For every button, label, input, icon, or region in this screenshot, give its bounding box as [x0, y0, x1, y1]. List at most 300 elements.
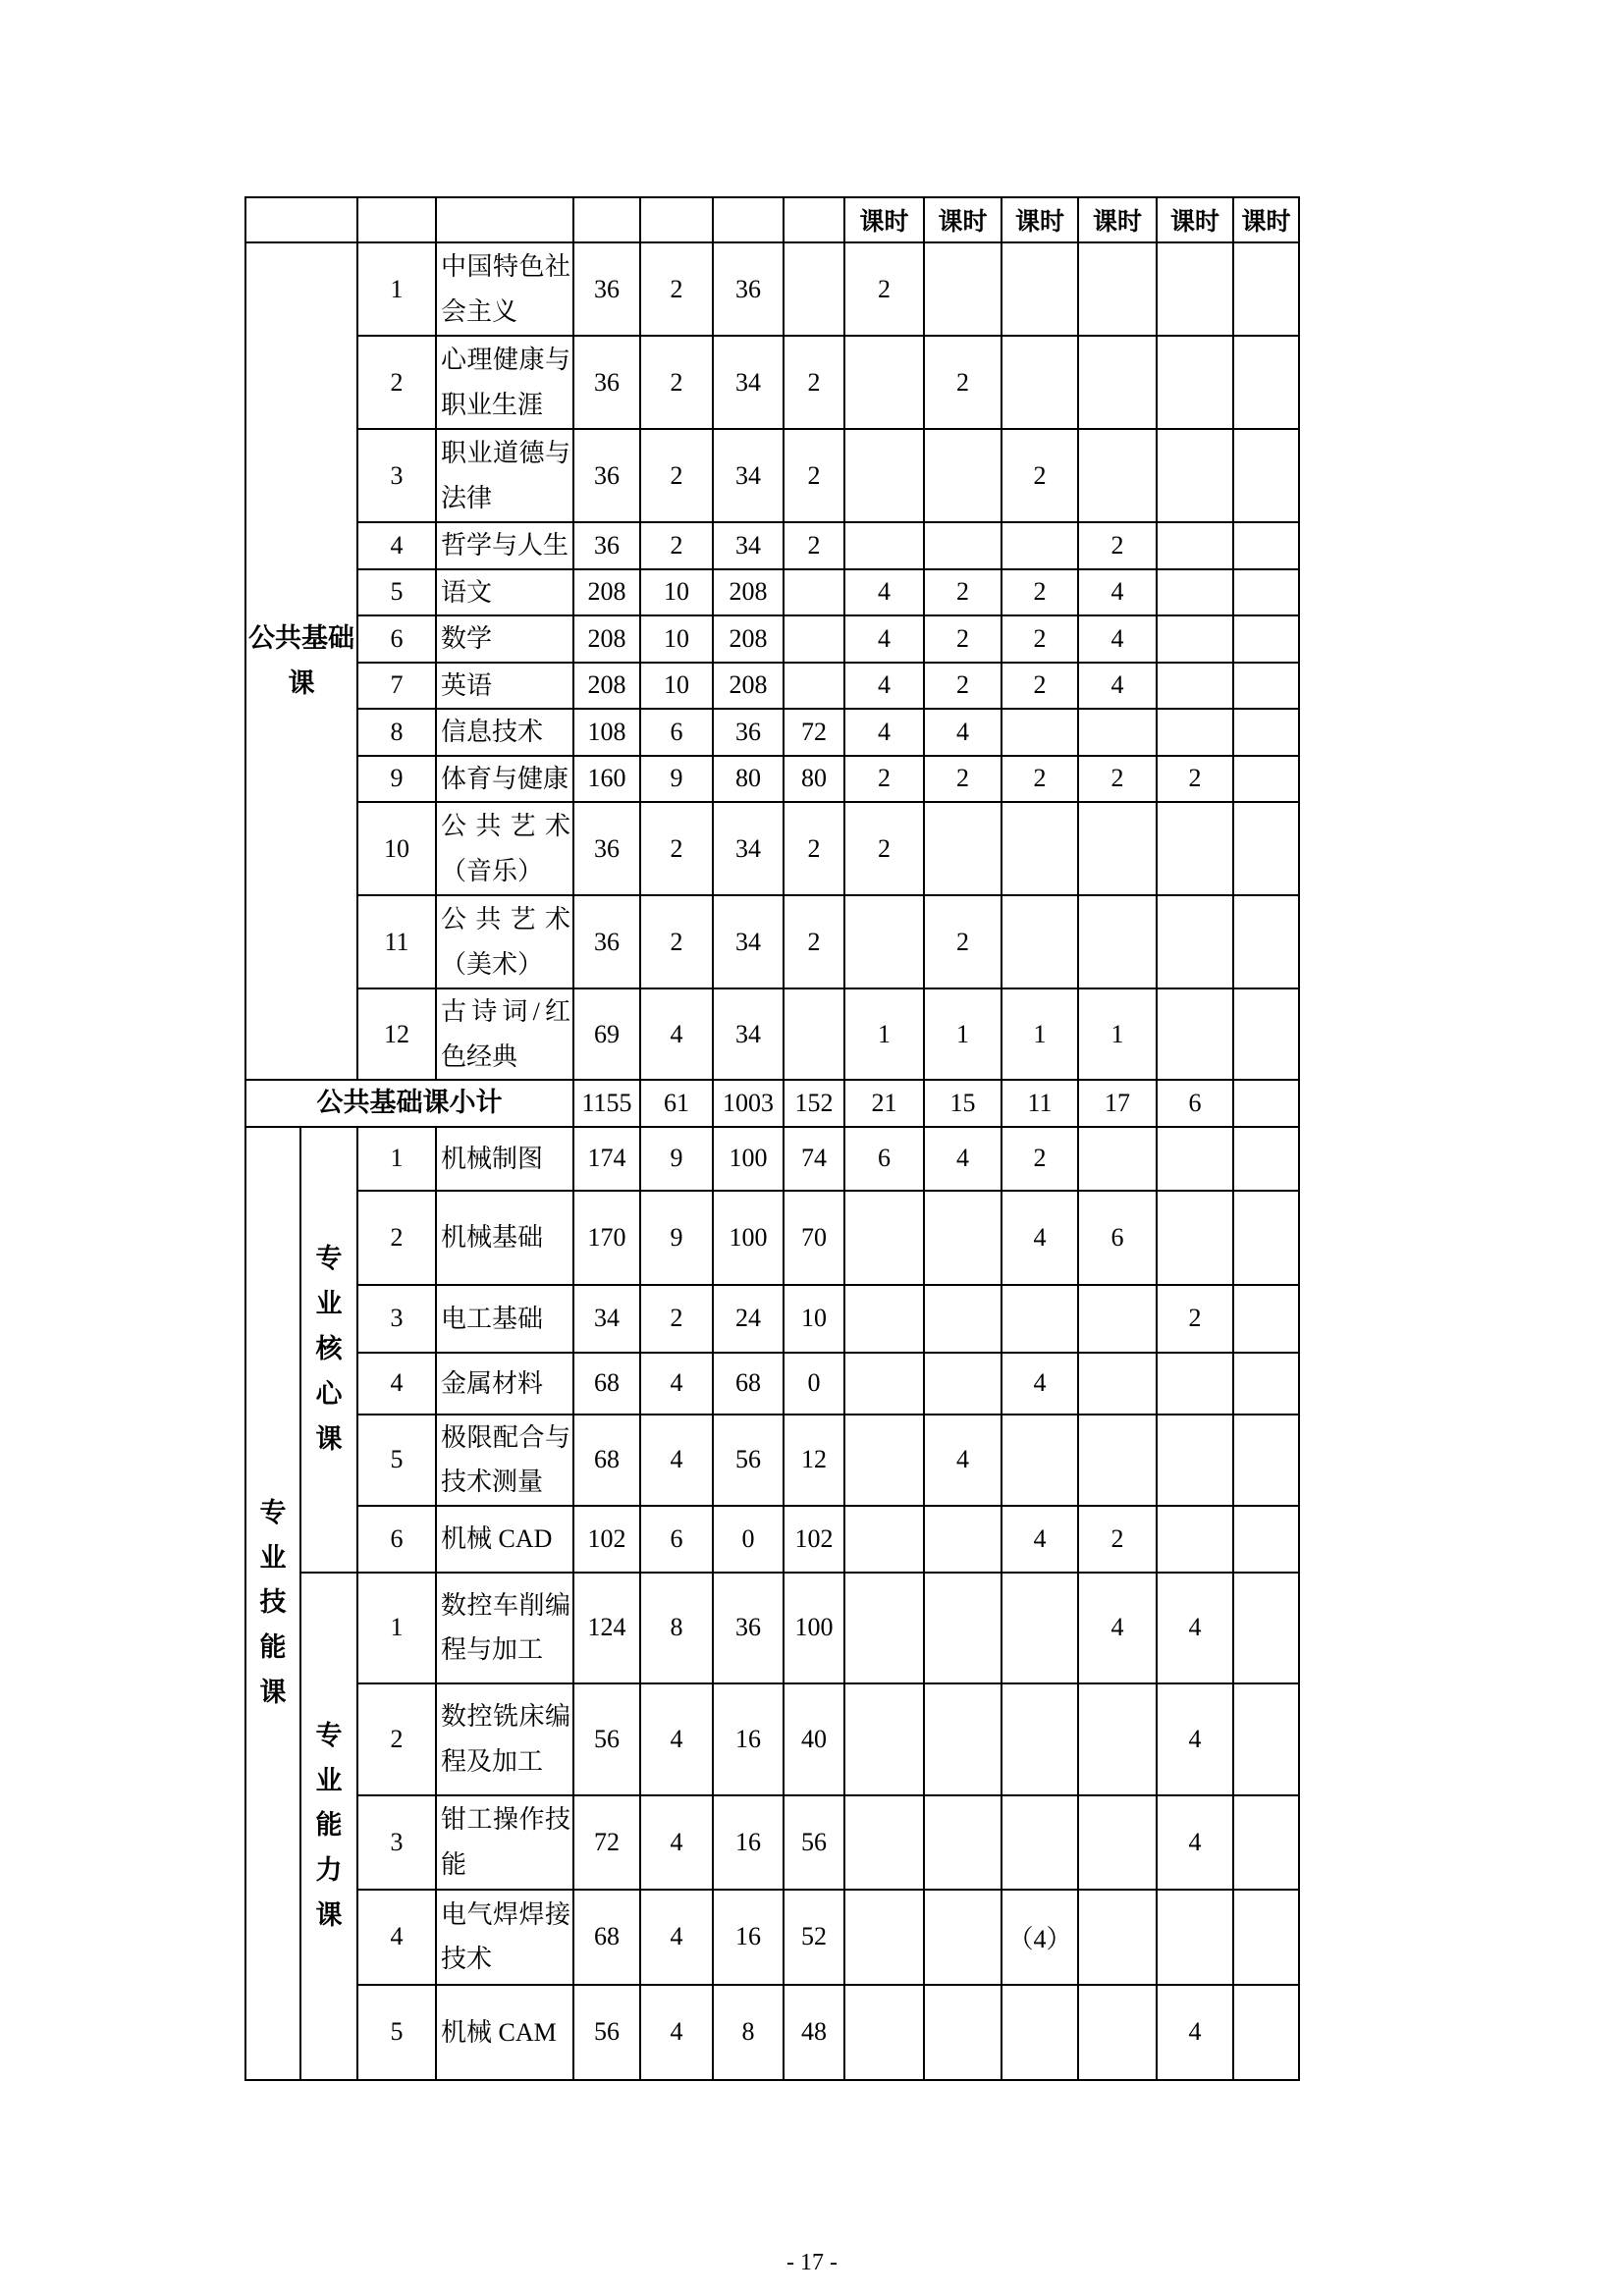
course-no-cell: 1 — [357, 242, 436, 336]
semester-hour-cell — [1157, 709, 1233, 756]
subcategory-cell: 专业核心课 — [300, 1127, 357, 1573]
semester-hour-cell: 4 — [1001, 1191, 1078, 1285]
total-hours-cell: 34 — [573, 1285, 640, 1353]
practice-hours-cell: 2 — [784, 802, 844, 895]
semester-hour-cell: 6 — [1078, 1191, 1157, 1285]
semester-hour-cell — [1233, 1353, 1299, 1415]
semester-hour-cell — [1233, 1573, 1299, 1683]
semester-hour-cell — [844, 1683, 924, 1795]
total-hours-cell: 160 — [573, 756, 640, 803]
semester-hour-cell — [1233, 756, 1299, 803]
credits-cell: 2 — [640, 429, 713, 522]
semester-hour-cell: 2 — [1001, 663, 1078, 710]
practice-hours-cell: 40 — [784, 1683, 844, 1795]
theory-hours-cell: 16 — [713, 1683, 784, 1795]
semester-hour-cell — [1233, 802, 1299, 895]
credits-cell: 10 — [640, 663, 713, 710]
theory-hours-cell: 34 — [713, 988, 784, 1080]
semester-hour-cell — [1078, 1683, 1157, 1795]
hour-header-cell: 课时 — [1157, 197, 1233, 242]
total-hours-cell: 102 — [573, 1506, 640, 1573]
semester-hour-cell — [924, 1683, 1001, 1795]
credits-cell: 9 — [640, 1127, 713, 1191]
semester-hour-cell — [844, 522, 924, 569]
theory-hours-cell: 24 — [713, 1285, 784, 1353]
curriculum-table-container — [244, 196, 1300, 2081]
semester-hour-cell — [1001, 1683, 1078, 1795]
course-no-cell: 6 — [357, 1506, 436, 1573]
semester-hour-cell — [844, 1795, 924, 1890]
semester-hour-cell — [1001, 1573, 1078, 1683]
course-no-cell: 9 — [357, 756, 436, 803]
header-empty-cell — [357, 197, 436, 242]
curriculum-table — [244, 196, 1300, 2081]
credits-cell: 4 — [640, 988, 713, 1080]
subtotal-credits-cell: 61 — [640, 1080, 713, 1127]
category-cell: 专业技能课 — [245, 1127, 300, 2080]
semester-hour-cell — [1233, 1683, 1299, 1795]
semester-hour-cell: 2 — [924, 895, 1001, 988]
semester-hour-cell — [1233, 522, 1299, 569]
semester-hour-cell — [844, 1985, 924, 2080]
subtotal-theory-cell: 1003 — [713, 1080, 784, 1127]
course-name-cell: 机械制图 — [436, 1127, 573, 1191]
semester-hour-cell — [924, 1573, 1001, 1683]
semester-hour-cell — [1233, 336, 1299, 429]
hour-header-cell: 课时 — [844, 197, 924, 242]
header-empty-cell — [436, 197, 573, 242]
semester-hour-cell: 4 — [1078, 615, 1157, 663]
theory-hours-cell: 208 — [713, 663, 784, 710]
semester-hour-cell: 4 — [924, 1127, 1001, 1191]
semester-hour-cell — [844, 1285, 924, 1353]
total-hours-cell: 208 — [573, 663, 640, 710]
total-hours-cell: 56 — [573, 1683, 640, 1795]
semester-hour-cell — [1157, 429, 1233, 522]
total-hours-cell: 68 — [573, 1890, 640, 1985]
course-name-cell: 钳工操作技能 — [436, 1795, 573, 1890]
credits-cell: 2 — [640, 895, 713, 988]
header-empty-cell — [573, 197, 640, 242]
semester-hour-cell — [1157, 1415, 1233, 1506]
practice-hours-cell: 10 — [784, 1285, 844, 1353]
theory-hours-cell: 34 — [713, 802, 784, 895]
semester-hour-cell — [924, 242, 1001, 336]
course-no-cell: 5 — [357, 1415, 436, 1506]
practice-hours-cell: 2 — [784, 429, 844, 522]
credits-cell: 2 — [640, 242, 713, 336]
semester-hour-cell — [924, 802, 1001, 895]
course-no-cell: 5 — [357, 569, 436, 616]
course-name-cell: 数控车削编程与加工 — [436, 1573, 573, 1683]
semester-hour-cell — [924, 1985, 1001, 2080]
hour-header-cell: 课时 — [1078, 197, 1157, 242]
course-no-cell: 1 — [357, 1127, 436, 1191]
total-hours-cell: 108 — [573, 709, 640, 756]
semester-hour-cell: 2 — [924, 663, 1001, 710]
total-hours-cell: 68 — [573, 1353, 640, 1415]
semester-hour-cell — [844, 1506, 924, 1573]
theory-hours-cell: 68 — [713, 1353, 784, 1415]
semester-hour-cell — [924, 1353, 1001, 1415]
practice-hours-cell: 2 — [784, 522, 844, 569]
semester-hour-cell: 4 — [1157, 1795, 1233, 1890]
semester-hour-cell — [1233, 895, 1299, 988]
practice-hours-cell: 72 — [784, 709, 844, 756]
semester-hour-cell — [1233, 988, 1299, 1080]
semester-hour-cell — [924, 1890, 1001, 1985]
semester-hour-cell — [844, 1353, 924, 1415]
course-name-cell: 公共艺术（美术） — [436, 895, 573, 988]
practice-hours-cell: 0 — [784, 1353, 844, 1415]
theory-hours-cell: 36 — [713, 242, 784, 336]
credits-cell: 4 — [640, 1415, 713, 1506]
semester-hour-cell — [1001, 336, 1078, 429]
total-hours-cell: 208 — [573, 615, 640, 663]
semester-hour-cell: 2 — [1001, 429, 1078, 522]
semester-hour-cell — [1001, 709, 1078, 756]
credits-cell: 2 — [640, 522, 713, 569]
theory-hours-cell: 34 — [713, 429, 784, 522]
credits-cell: 10 — [640, 569, 713, 616]
theory-hours-cell: 8 — [713, 1985, 784, 2080]
semester-hour-cell — [1078, 1795, 1157, 1890]
semester-hour-cell — [1157, 895, 1233, 988]
page-number: - 17 - — [786, 2250, 838, 2275]
semester-hour-cell — [924, 1795, 1001, 1890]
total-hours-cell: 56 — [573, 1985, 640, 2080]
practice-hours-cell: 2 — [784, 895, 844, 988]
course-name-cell: 语文 — [436, 569, 573, 616]
semester-hour-cell — [1157, 615, 1233, 663]
practice-hours-cell — [784, 663, 844, 710]
credits-cell: 9 — [640, 756, 713, 803]
total-hours-cell: 170 — [573, 1191, 640, 1285]
semester-hour-cell: 2 — [844, 242, 924, 336]
course-name-cell: 数学 — [436, 615, 573, 663]
course-no-cell: 3 — [357, 1795, 436, 1890]
semester-hour-cell: 4 — [1078, 663, 1157, 710]
course-no-cell: 3 — [357, 1285, 436, 1353]
course-no-cell: 2 — [357, 336, 436, 429]
semester-hour-cell — [1001, 522, 1078, 569]
practice-hours-cell: 74 — [784, 1127, 844, 1191]
semester-hour-cell: 1 — [844, 988, 924, 1080]
credits-cell: 6 — [640, 1506, 713, 1573]
practice-hours-cell: 56 — [784, 1795, 844, 1890]
semester-hour-cell: 4 — [1078, 1573, 1157, 1683]
course-no-cell: 2 — [357, 1683, 436, 1795]
semester-hour-cell: 2 — [1157, 756, 1233, 803]
semester-hour-cell — [924, 1191, 1001, 1285]
semester-hour-cell — [1233, 429, 1299, 522]
semester-hour-cell — [1233, 1191, 1299, 1285]
semester-hour-cell: 2 — [844, 756, 924, 803]
semester-hour-cell — [1233, 1506, 1299, 1573]
semester-hour-cell — [1078, 242, 1157, 336]
course-no-cell: 11 — [357, 895, 436, 988]
semester-hour-cell — [1078, 1415, 1157, 1506]
semester-hour-cell: 4 — [844, 615, 924, 663]
subtotal-semester-hour-cell: 15 — [924, 1080, 1001, 1127]
course-name-cell: 哲学与人生 — [436, 522, 573, 569]
practice-hours-cell: 12 — [784, 1415, 844, 1506]
semester-hour-cell — [1001, 802, 1078, 895]
semester-hour-cell: 6 — [844, 1127, 924, 1191]
semester-hour-cell: 4 — [924, 1415, 1001, 1506]
semester-hour-cell — [1157, 1353, 1233, 1415]
credits-cell: 2 — [640, 802, 713, 895]
semester-hour-cell: 2 — [844, 802, 924, 895]
total-hours-cell: 68 — [573, 1415, 640, 1506]
semester-hour-cell — [844, 1573, 924, 1683]
course-no-cell: 4 — [357, 1353, 436, 1415]
subtotal-semester-hour-cell — [1233, 1080, 1299, 1127]
theory-hours-cell: 16 — [713, 1890, 784, 1985]
hour-header-cell: 课时 — [1233, 197, 1299, 242]
semester-hour-cell: 2 — [924, 569, 1001, 616]
theory-hours-cell: 36 — [713, 1573, 784, 1683]
theory-hours-cell: 80 — [713, 756, 784, 803]
semester-hour-cell — [844, 1191, 924, 1285]
course-name-cell: 极限配合与技术测量 — [436, 1415, 573, 1506]
course-name-cell: 机械 CAD — [436, 1506, 573, 1573]
semester-hour-cell — [1157, 1127, 1233, 1191]
semester-hour-cell — [1157, 1506, 1233, 1573]
theory-hours-cell: 100 — [713, 1127, 784, 1191]
theory-hours-cell: 208 — [713, 615, 784, 663]
credits-cell: 4 — [640, 1985, 713, 2080]
semester-hour-cell — [1078, 336, 1157, 429]
total-hours-cell: 69 — [573, 988, 640, 1080]
course-name-cell: 心理健康与职业生涯 — [436, 336, 573, 429]
header-empty-cell — [784, 197, 844, 242]
semester-hour-cell — [1233, 709, 1299, 756]
semester-hour-cell: 2 — [1001, 615, 1078, 663]
semester-hour-cell: 4 — [1001, 1506, 1078, 1573]
theory-hours-cell: 16 — [713, 1795, 784, 1890]
practice-hours-cell — [784, 242, 844, 336]
semester-hour-cell: 4 — [1078, 569, 1157, 616]
practice-hours-cell: 52 — [784, 1890, 844, 1985]
semester-hour-cell — [1157, 569, 1233, 616]
course-no-cell: 7 — [357, 663, 436, 710]
course-no-cell: 4 — [357, 1890, 436, 1985]
total-hours-cell: 72 — [573, 1795, 640, 1890]
total-hours-cell: 36 — [573, 242, 640, 336]
total-hours-cell: 174 — [573, 1127, 640, 1191]
semester-hour-cell — [1157, 336, 1233, 429]
semester-hour-cell — [1157, 663, 1233, 710]
header-empty-cell — [245, 197, 357, 242]
semester-hour-cell: 2 — [1078, 1506, 1157, 1573]
total-hours-cell: 36 — [573, 522, 640, 569]
subtotal-semester-hour-cell: 21 — [844, 1080, 924, 1127]
course-name-cell: 数控铣床编程及加工 — [436, 1683, 573, 1795]
semester-hour-cell — [844, 336, 924, 429]
credits-cell: 9 — [640, 1191, 713, 1285]
course-name-cell: 金属材料 — [436, 1353, 573, 1415]
theory-hours-cell: 0 — [713, 1506, 784, 1573]
credits-cell: 2 — [640, 336, 713, 429]
course-no-cell: 1 — [357, 1573, 436, 1683]
semester-hour-cell: 4 — [1157, 1573, 1233, 1683]
credits-cell: 4 — [640, 1795, 713, 1890]
semester-hour-cell — [924, 1285, 1001, 1353]
theory-hours-cell: 100 — [713, 1191, 784, 1285]
semester-hour-cell: 1 — [1001, 988, 1078, 1080]
course-name-cell: 中国特色社会主义 — [436, 242, 573, 336]
semester-hour-cell: 2 — [1157, 1285, 1233, 1353]
semester-hour-cell — [1233, 1890, 1299, 1985]
semester-hour-cell: 2 — [1078, 756, 1157, 803]
credits-cell: 4 — [640, 1890, 713, 1985]
semester-hour-cell: （4） — [1001, 1890, 1078, 1985]
semester-hour-cell — [1157, 522, 1233, 569]
semester-hour-cell — [1001, 895, 1078, 988]
semester-hour-cell — [1233, 615, 1299, 663]
course-name-cell: 机械基础 — [436, 1191, 573, 1285]
semester-hour-cell — [1157, 1890, 1233, 1985]
semester-hour-cell: 2 — [1078, 522, 1157, 569]
credits-cell: 8 — [640, 1573, 713, 1683]
semester-hour-cell: 4 — [844, 709, 924, 756]
practice-hours-cell: 100 — [784, 1573, 844, 1683]
semester-hour-cell — [1233, 569, 1299, 616]
semester-hour-cell — [1078, 1985, 1157, 2080]
credits-cell: 2 — [640, 1285, 713, 1353]
course-name-cell: 体育与健康 — [436, 756, 573, 803]
semester-hour-cell: 1 — [1078, 988, 1157, 1080]
semester-hour-cell — [1157, 988, 1233, 1080]
semester-hour-cell — [1078, 1890, 1157, 1985]
semester-hour-cell — [1078, 1285, 1157, 1353]
semester-hour-cell — [844, 895, 924, 988]
practice-hours-cell: 80 — [784, 756, 844, 803]
subtotal-label-cell: 公共基础课小计 — [245, 1080, 573, 1127]
header-empty-cell — [713, 197, 784, 242]
credits-cell: 4 — [640, 1353, 713, 1415]
semester-hour-cell — [924, 429, 1001, 522]
semester-hour-cell — [1001, 1285, 1078, 1353]
semester-hour-cell — [1157, 242, 1233, 336]
course-name-cell: 电气焊焊接技术 — [436, 1890, 573, 1985]
semester-hour-cell: 4 — [924, 709, 1001, 756]
semester-hour-cell — [1233, 1795, 1299, 1890]
semester-hour-cell — [1233, 1985, 1299, 2080]
semester-hour-cell — [1233, 242, 1299, 336]
semester-hour-cell — [1001, 242, 1078, 336]
semester-hour-cell — [924, 1506, 1001, 1573]
semester-hour-cell — [1001, 1795, 1078, 1890]
semester-hour-cell: 4 — [1157, 1985, 1233, 2080]
semester-hour-cell — [1157, 1191, 1233, 1285]
course-no-cell: 4 — [357, 522, 436, 569]
theory-hours-cell: 34 — [713, 895, 784, 988]
course-no-cell: 6 — [357, 615, 436, 663]
practice-hours-cell: 70 — [784, 1191, 844, 1285]
semester-hour-cell: 4 — [1001, 1353, 1078, 1415]
course-no-cell: 10 — [357, 802, 436, 895]
course-name-cell: 公共艺术（音乐） — [436, 802, 573, 895]
course-name-cell: 机械 CAM — [436, 1985, 573, 2080]
header-empty-cell — [640, 197, 713, 242]
total-hours-cell: 36 — [573, 895, 640, 988]
semester-hour-cell — [1001, 1985, 1078, 2080]
credits-cell: 10 — [640, 615, 713, 663]
course-name-cell: 电工基础 — [436, 1285, 573, 1353]
semester-hour-cell — [1078, 1353, 1157, 1415]
subtotal-semester-hour-cell: 17 — [1078, 1080, 1157, 1127]
semester-hour-cell — [1233, 1127, 1299, 1191]
practice-hours-cell — [784, 615, 844, 663]
semester-hour-cell — [1157, 802, 1233, 895]
course-no-cell: 12 — [357, 988, 436, 1080]
subtotal-semester-hour-cell: 11 — [1001, 1080, 1078, 1127]
practice-hours-cell: 2 — [784, 336, 844, 429]
semester-hour-cell: 2 — [924, 336, 1001, 429]
course-name-cell: 英语 — [436, 663, 573, 710]
semester-hour-cell — [1078, 1127, 1157, 1191]
subcategory-cell: 专业能力课 — [300, 1573, 357, 2080]
total-hours-cell: 36 — [573, 802, 640, 895]
theory-hours-cell: 34 — [713, 522, 784, 569]
semester-hour-cell — [1078, 802, 1157, 895]
semester-hour-cell — [1078, 895, 1157, 988]
practice-hours-cell: 48 — [784, 1985, 844, 2080]
total-hours-cell: 208 — [573, 569, 640, 616]
course-name-cell: 古诗词/红色经典 — [436, 988, 573, 1080]
theory-hours-cell: 56 — [713, 1415, 784, 1506]
total-hours-cell: 36 — [573, 336, 640, 429]
semester-hour-cell — [844, 429, 924, 522]
total-hours-cell: 36 — [573, 429, 640, 522]
semester-hour-cell — [1078, 709, 1157, 756]
semester-hour-cell: 2 — [924, 615, 1001, 663]
semester-hour-cell — [1078, 429, 1157, 522]
credits-cell: 4 — [640, 1683, 713, 1795]
theory-hours-cell: 36 — [713, 709, 784, 756]
semester-hour-cell — [844, 1890, 924, 1985]
subtotal-practice-cell: 152 — [784, 1080, 844, 1127]
theory-hours-cell: 34 — [713, 336, 784, 429]
semester-hour-cell — [1001, 1415, 1078, 1506]
semester-hour-cell: 4 — [1157, 1683, 1233, 1795]
total-hours-cell: 124 — [573, 1573, 640, 1683]
credits-cell: 6 — [640, 709, 713, 756]
practice-hours-cell — [784, 569, 844, 616]
semester-hour-cell: 4 — [844, 663, 924, 710]
practice-hours-cell — [784, 988, 844, 1080]
semester-hour-cell: 2 — [924, 756, 1001, 803]
semester-hour-cell — [1233, 663, 1299, 710]
hour-header-cell: 课时 — [1001, 197, 1078, 242]
semester-hour-cell: 1 — [924, 988, 1001, 1080]
course-no-cell: 2 — [357, 1191, 436, 1285]
course-no-cell: 5 — [357, 1985, 436, 2080]
semester-hour-cell: 2 — [1001, 756, 1078, 803]
category-cell: 公共基础课 — [245, 242, 357, 1080]
semester-hour-cell: 2 — [1001, 1127, 1078, 1191]
subtotal-semester-hour-cell: 6 — [1157, 1080, 1233, 1127]
semester-hour-cell — [1233, 1415, 1299, 1506]
hour-header-cell: 课时 — [924, 197, 1001, 242]
semester-hour-cell: 4 — [844, 569, 924, 616]
course-no-cell: 3 — [357, 429, 436, 522]
course-no-cell: 8 — [357, 709, 436, 756]
semester-hour-cell — [1233, 1285, 1299, 1353]
course-name-cell: 信息技术 — [436, 709, 573, 756]
